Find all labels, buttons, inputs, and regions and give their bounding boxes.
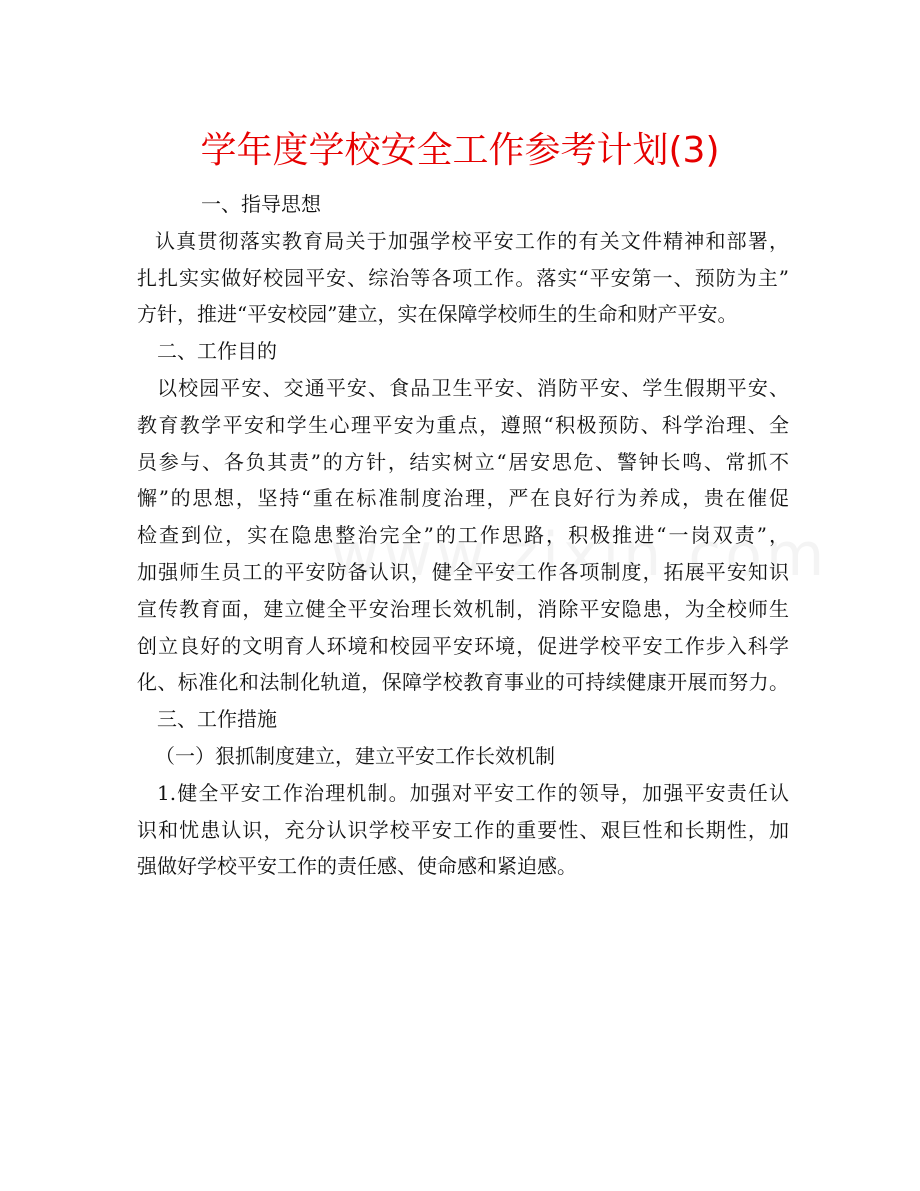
subsection-heading: （一）狠抓制度建立，建立平安工作长效机制: [155, 743, 555, 768]
paragraph-line: 方针，推进“平安校园”建立，实在保障学校师生的生命和财产平安。: [137, 302, 738, 327]
section-heading-guiding-thought: 一、指导思想: [201, 192, 321, 216]
paragraph-line: 化、标准化和法制化轨道，保障学校教育事业的可持续健康开展而努力。: [137, 670, 789, 695]
paragraph-line: 加强师生员工的平安防备认识，健全平安工作各项制度，拓展平安知识: [137, 559, 789, 584]
paragraph-line: 懈”的思想，坚持“重在标准制度治理，严在良好行为养成，贵在催促: [137, 486, 789, 511]
paragraph-line: 宣传教育面，建立健全平安治理长效机制，消除平安隐患，为全校师生: [137, 596, 789, 621]
paragraph-line: 强做好学校平安工作的责任感、使命感和紧迫感。: [137, 854, 577, 879]
paragraph-line: 教育教学平安和学生心理平安为重点，遵照“积极预防、科学治理、全: [137, 412, 789, 437]
document-body: [137, 186, 789, 885]
section-heading-work-measures: 三、工作措施: [157, 707, 277, 732]
paragraph-line: 扎扎实实做好校园平安、综治等各项工作。落实“平安第一、预防为主”: [137, 265, 789, 290]
paragraph-line: 创立良好的文明育人环境和校园平安环境，促进学校平安工作步入科学: [137, 633, 789, 658]
section-heading-work-goal: 二、工作目的: [157, 339, 277, 364]
document-title: 学年度学校安全工作参考计划(3): [200, 130, 720, 171]
paragraph-line: 识和忧患认识，充分认识学校平安工作的重要性、艰巨性和长期性，加: [137, 817, 789, 842]
paragraph-line: 1.健全平安工作治理机制。加强对平安工作的领导，加强平安责任认: [157, 780, 789, 805]
paragraph-line: 以校园平安、交通平安、食品卫生平安、消防平安、学生假期平安、: [157, 375, 789, 400]
paragraph-line: 认真贯彻落实教育局关于加强学校平安工作的有关文件精神和部署，: [155, 228, 789, 253]
paragraph-line: 检查到位，实在隐患整治完全”的工作思路，积极推进“一岗双责”，: [137, 523, 789, 548]
paragraph-line: 员参与、各负其责”的方针，结实树立“居安思危、警钟长鸣、常抓不: [137, 449, 789, 474]
